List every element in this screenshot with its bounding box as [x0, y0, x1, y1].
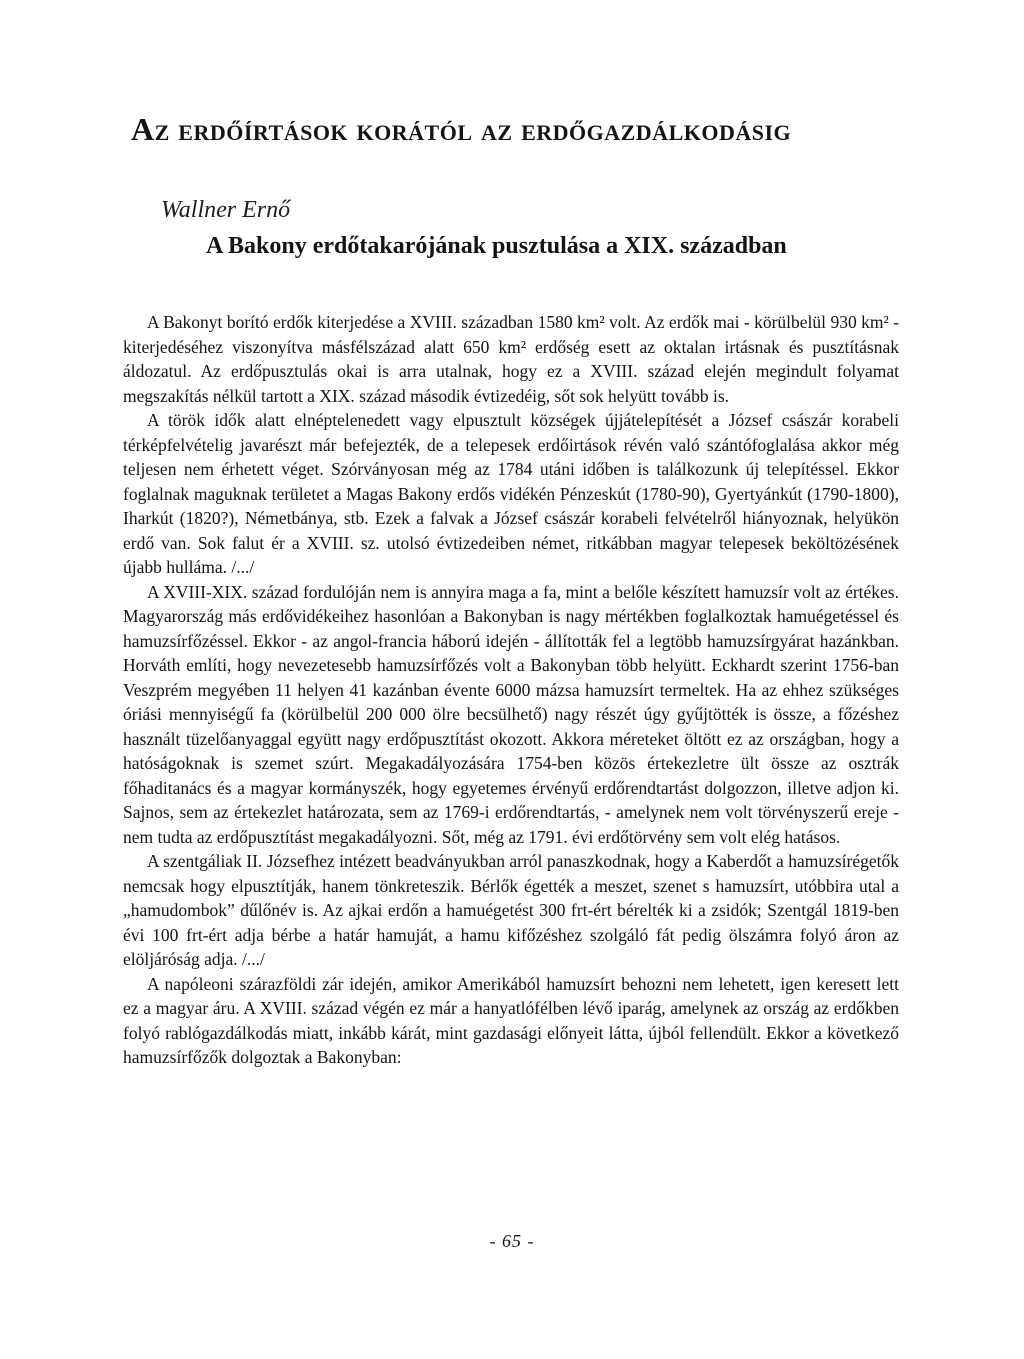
paragraph: A napóleoni szárazföldi zár idején, amikor Amerikából hamuzsírt behozni nem lehetett, igen keresett lett ez a magyar áru. A XVIII. század végén ez már a hanyatlófélben lévő iparág, amelynek az ország az erdőkben folyó rablógazdálkodás miatt, inkább kárát, mint gazdasági előnyeit látta, újból fellendült. Ekkor a következő hamuzsírfőzők dolgoztak a Bakonyban:	[123, 973, 899, 1067]
page-number: - 65 -	[489, 1231, 535, 1251]
paragraph: A szentgáliak II. Józsefhez intézett beadványukban arról panaszkodnak, hogy a Kaberdőt a hamuzsírégetők nemcsak hogy elpusztítják, hanem tönkreteszik. Bérlők égették a meszet, szenet s hamuzsírt, utóbbira utal a „hamudombok” dűlőnév is. Az ajkai erdőn a hamuégetést 300 frt-ért bérelték ki a zsidók; Szentgál 1819-ben évi 100 frt-ért adja bérbe a határ hamuját, a hamu kifőzéshez szolgáló fát pedig ölszámra folyó áron az elöljáróság adja. /.../	[123, 851, 899, 969]
paragraph: A török idők alatt elnéptelenedett vagy elpusztult községek újjátelepítését a József császár korabeli térképfelvételig javarészt már befejezték, de a telepesek erdőirtások révén való szántófoglalása akkor még teljesen nem érhetett véget. Szórványosan még az 1784 utáni időben is találkozunk új telepítéssel. Ekkor foglalnak maguknak területet a Magas Bakony erdős vidékén Pénzeskút (1780-90), Gyertyánkút (1790-1800), Iharkút (1820?), Németbánya, stb. Ezek a falvak a József császár korabeli felvételről hiányoznak, helyükön erdő van. Sok falut ér a XVIII. sz. utolsó évtizedeiben német, ritkábban magyar telepesek beköltözésének újabb hulláma. /.../	[123, 410, 899, 577]
section-title: Az erdőírtások korától az erdőgazdálkodásig	[131, 111, 792, 147]
paragraph: A Bakonyt borító erdők kiterjedése a XVIII. században 1580 km² volt. Az erdők mai - körülbelül 930 km² - kiterjedéséhez viszonyítva másfélszázad alatt 650 km² erdőség esett az oktalan irtásnak és pusztításnak áldozatul. Az erdőpusztulás okai is arra utalnak, hogy ez a XVIII. század elején megindult folyamat megszakítás nélkül tartott a XIX. század második évtizedéig, sőt sok helyütt tovább is.	[123, 312, 899, 406]
author-name: Wallner Ernő	[161, 197, 291, 223]
paragraph: A XVIII-XIX. század fordulóján nem is annyira maga a fa, mint a belőle készített hamuzsír volt az értékes. Magyarország más erdővidékeihez hasonlóan a Bakonyban is nagy mértékben foglalkoztak hamuégetéssel és hamuzsírfőzéssel. Ekkor - az angol-francia háború idején - állították fel a legtöbb hamuzsírgyárat hazánkban. Horváth említi, hogy nevezetesebb hamuzsírfőzés volt a Bakonyban több helyütt. Eckhardt szerint 1756-ban Veszprém megyében 11 helyen 41 kazánban évente 6000 mázsa hamuzsírt termeltek. Ha az ehhez szükséges óriási mennyiségű fa (körülbelül 200 000 ölre becsülhető) nagy részét úgy gyűjtötték is össze, a főzéshez használt tüzelőanyaggal együtt nagy erdőpusztítást okozott. Akkora méreteket öltött ez az országban, hogy a hatóságoknak is szemet szúrt. Megakadályozására 1754-ben közös értekezletre ült össze az osztrák főhaditanács és a magyar kormányszék, hogy egyetemes érvényű erdőrendtartást dolgozzon, illetve adjon ki. Sajnos, sem az értekezlet határozata, sem az 1769-i erdőrendtartás, - amelynek nem volt törvényszerű ereje - nem tudta az erdőpusztítást megakadályozni. Sőt, még az 1791. évi erdőtörvény sem volt elég hatásos.	[123, 581, 899, 847]
article-body	[123, 310, 899, 1070]
article-title: A Bakony erdőtakarójának pusztulása a XIX. században	[206, 233, 787, 259]
